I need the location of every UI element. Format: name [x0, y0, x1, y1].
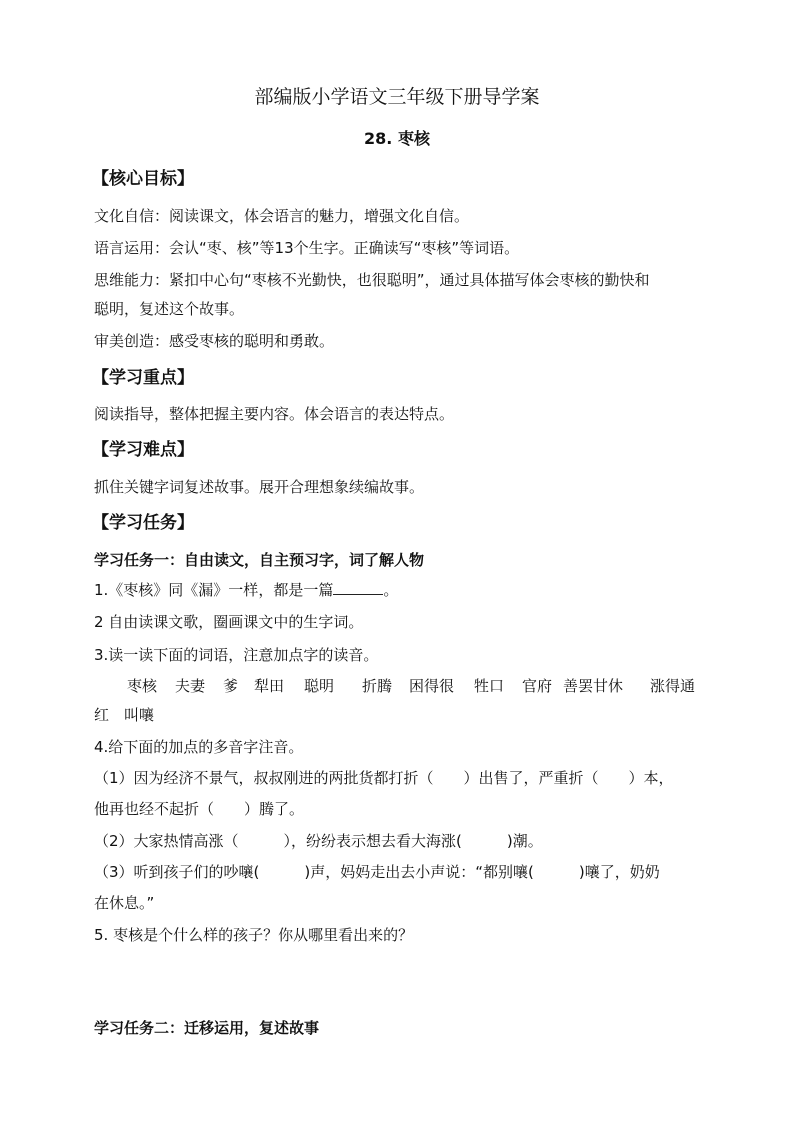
question-4: 4.给下面的加点的多音字注音。 [94, 738, 304, 756]
word-item: 爹 [223, 677, 239, 695]
word-item: 枣核 [127, 677, 158, 695]
word-item: 折腾 [362, 677, 393, 695]
word-item: 犁田 [254, 677, 285, 695]
goal-thinking-line2: 聪明，复述这个故事。 [94, 300, 245, 318]
section-heading-difficulty: 【学习难点】 [92, 440, 194, 460]
question-2: 2 自由读课文歌，圈画课文中的生字词。 [94, 613, 364, 631]
section-heading-focus: 【学习重点】 [92, 368, 194, 388]
sentence-1-line1: （1）因为经济不景气，叔叔刚进的两批货都打折（ ）出售了，严重折（ ）本， [94, 769, 674, 787]
goal-thinking-line1: 思维能力：紧扣中心句“枣核不光勤快，也很聪明”，通过具体描写体会枣核的勤快和 [94, 271, 650, 289]
word-item: 涨得通 [650, 677, 696, 695]
difficulty-text: 抓住关键字词复述故事。展开合理想象续编故事。 [94, 478, 425, 496]
goal-culture: 文化自信：阅读课文，体会语言的魅力，增强文化自信。 [94, 207, 470, 225]
goal-aesthetic: 审美创造：感受枣核的聪明和勇敢。 [94, 332, 335, 350]
question-1-end: 。 [383, 581, 399, 599]
word-list-line2: 红 叫嚷 [94, 706, 155, 724]
word-item: 官府 [522, 677, 553, 695]
question-1-text: 1.《枣核》同《漏》一样，都是一篇 [94, 581, 334, 599]
section-heading-tasks: 【学习任务】 [92, 513, 194, 533]
sentence-3-line2: 在休息。” [94, 894, 155, 912]
word-item: 困得很 [409, 677, 455, 695]
question-5: 5. 枣核是个什么样的孩子？你从哪里看出来的？ [94, 926, 414, 944]
question-3: 3.读一读下面的词语，注意加点字的读音。 [94, 646, 379, 664]
sentence-2: （2）大家热情高涨（ ），纷纷表示想去看大海涨( )潮。 [94, 832, 543, 850]
word-item: 聪明 [304, 677, 335, 695]
doc-title: 部编版小学语文三年级下册导学案 [254, 86, 540, 108]
answer-blank[interactable] [333, 580, 383, 595]
word-item: 牲口 [474, 677, 505, 695]
goal-language: 语言运用：会认“枣、核”等13个生字。正确读写“枣核”等词语。 [94, 239, 520, 257]
task2-heading: 学习任务二：迁移运用，复述故事 [94, 1019, 320, 1037]
sentence-1-line2: 他再也经不起折（ ）腾了。 [94, 800, 305, 818]
task1-heading: 学习任务一：自由读文，自主预习字，词了解人物 [94, 551, 425, 569]
lesson-title: 28. 枣核 [364, 129, 430, 148]
section-heading-goals: 【核心目标】 [92, 169, 194, 189]
focus-text: 阅读指导，整体把握主要内容。体会语言的表达特点。 [94, 405, 455, 423]
word-item: 善罢甘休 [563, 677, 624, 695]
sentence-3-line1: （3）听到孩子们的吵嚷( )声，妈妈走出去小声说：“都别嚷( )嚷了，奶奶 [94, 863, 660, 881]
question-1 [94, 580, 700, 600]
word-item: 夫妻 [175, 677, 206, 695]
